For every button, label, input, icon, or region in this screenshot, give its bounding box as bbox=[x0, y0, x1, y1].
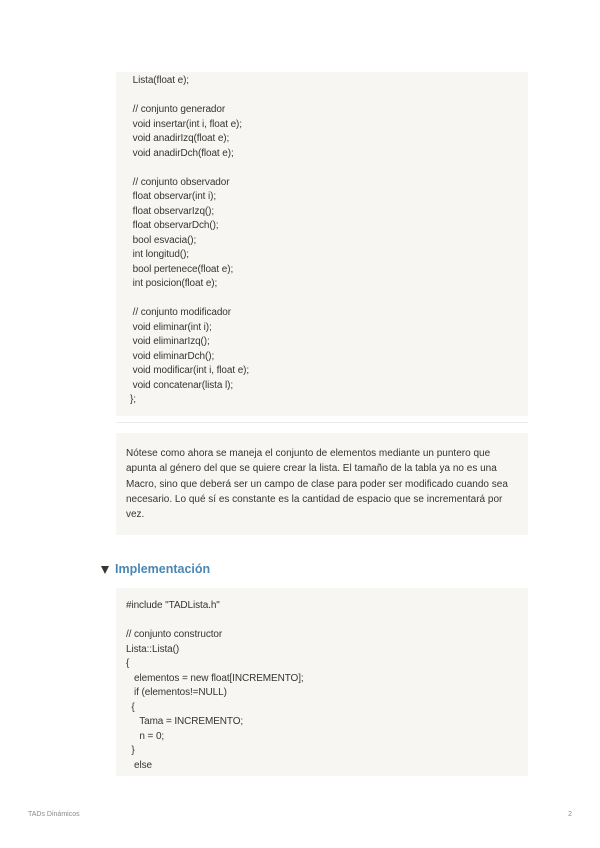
code-line: void concatenar(lista l); bbox=[130, 379, 234, 391]
code-line: Tama = INCREMENTO; bbox=[126, 716, 244, 727]
code-line: } bbox=[126, 745, 135, 756]
code-line: bool esvacia(); bbox=[130, 234, 197, 246]
code-line: void anadirIzq(float e); bbox=[130, 133, 230, 144]
code-line: float observarDch(); bbox=[130, 220, 219, 231]
callout-note bbox=[116, 433, 528, 535]
code-line: { bbox=[126, 658, 130, 669]
code-line: void modificar(int i, float e); bbox=[130, 365, 250, 376]
triangle-down-icon[interactable] bbox=[101, 566, 109, 574]
code-line: Lista::Lista() bbox=[126, 643, 180, 655]
code-line: if (elementos!=NULL) bbox=[126, 687, 227, 698]
toggle-heading-implementacion[interactable] bbox=[101, 560, 210, 578]
code-line: // conjunto modificador bbox=[130, 307, 231, 318]
code-line: void insertar(int i, float e); bbox=[130, 118, 242, 130]
code-line: int longitud(); bbox=[130, 249, 189, 260]
code-line: else bbox=[126, 759, 152, 771]
code-line: int posicion(float e); bbox=[130, 278, 218, 289]
code-line bbox=[126, 614, 528, 629]
footer-document-title: TADs Dinámicos bbox=[28, 811, 80, 818]
code-line: void eliminarDch(); bbox=[130, 350, 215, 362]
code-line: void anadirDch(float e); bbox=[130, 147, 234, 159]
code-line: void eliminarIzq(); bbox=[130, 336, 210, 347]
section-title: Implementación bbox=[115, 562, 211, 576]
code-line bbox=[130, 292, 528, 307]
code-line: Lista(float e); bbox=[130, 75, 189, 86]
divider bbox=[116, 422, 528, 423]
code-line bbox=[130, 89, 528, 104]
note-text: Nótese como ahora se maneja el conjunto de elementos mediante un puntero que apunta al género del que se quiere crear la lista. El tamaño de la tabla ya no es una Macro, sino que deberá ser un campo de clase para poder ser modificado cuando sea necesario. Lo qué sí es constante es la cantidad de espacio que se incrementará por vez. bbox=[126, 448, 508, 521]
code-line: elementos = new float[INCREMENTO]; bbox=[126, 672, 304, 684]
code-line: bool pertenece(float e); bbox=[130, 263, 234, 275]
code-block-declaration bbox=[116, 72, 528, 416]
code-line: #include "TADLista.h" bbox=[126, 600, 220, 611]
code-line: // conjunto observador bbox=[130, 176, 230, 188]
code-line bbox=[130, 161, 528, 176]
code-block-implementation bbox=[116, 588, 528, 776]
code-line: // conjunto constructor bbox=[126, 629, 223, 640]
code-line: n = 0; bbox=[126, 730, 165, 742]
code-line: }; bbox=[130, 394, 136, 405]
footer-page-number: 2 bbox=[568, 811, 572, 818]
code-line: float observar(int i); bbox=[130, 191, 217, 202]
code-line: void eliminar(int i); bbox=[130, 321, 212, 333]
code-line: { bbox=[126, 701, 135, 713]
code-line: // conjunto generador bbox=[130, 104, 226, 115]
code-line: float observarIzq(); bbox=[130, 205, 215, 217]
